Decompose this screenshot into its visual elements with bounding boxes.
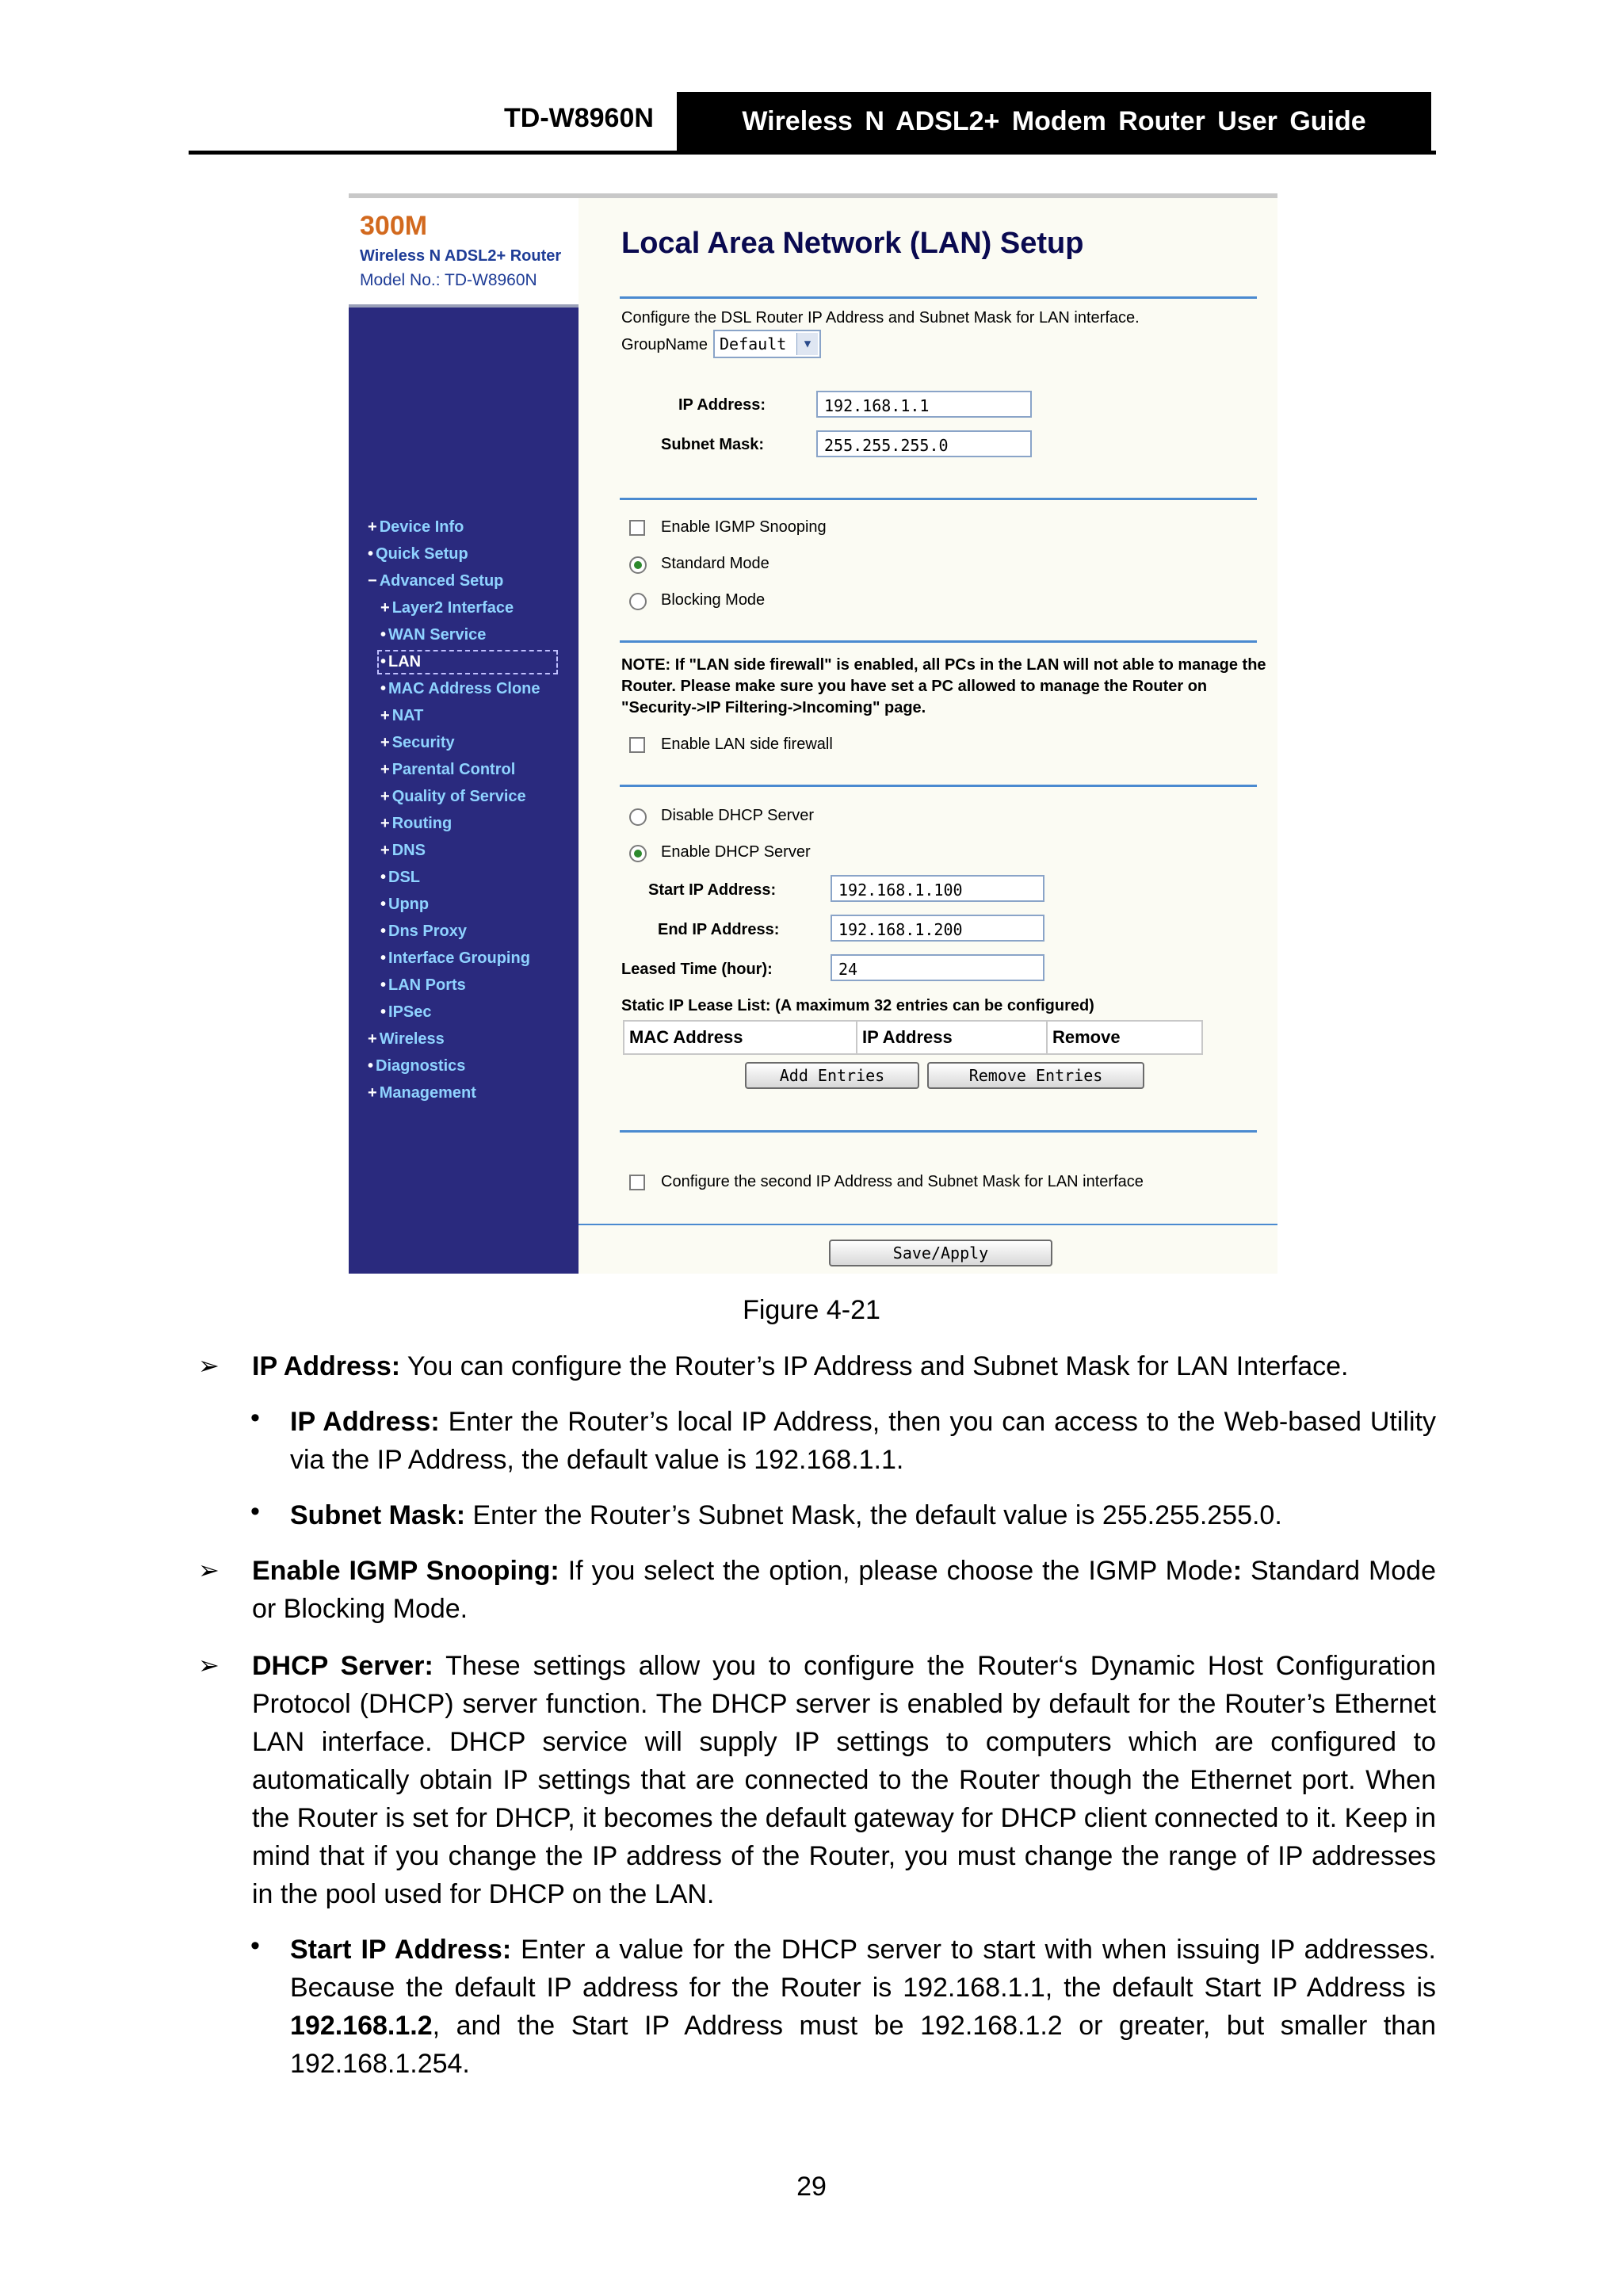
- brand-product: Wireless N ADSL2+ Router: [360, 247, 562, 265]
- menu-bullet: •: [380, 869, 387, 886]
- bullet-dot: •: [250, 1496, 260, 1526]
- menu-bullet: −: [368, 572, 377, 590]
- sidebar-item-upnp[interactable]: [380, 896, 429, 914]
- table-header-remove: Remove: [1052, 1027, 1121, 1047]
- firewall-note: NOTE: If "LAN side firewall" is enabled, all PCs in the LAN will not able to manage the Router. Please make sure you have set a PC allowed to manage the Router on "Security->IP Filtering->Incoming" page.: [621, 656, 1266, 716]
- menu-bullet: •: [380, 976, 387, 994]
- menu-bullet: •: [380, 896, 387, 913]
- ip-sub-text: Enter the Router’s local IP Address, then you can access to the Web-based Utility via the IP Address, the default value is 192.168.1.1.: [290, 1407, 1436, 1475]
- subnet-mask-field[interactable]: 255.255.255.0: [816, 430, 1032, 457]
- sidebar-item-routing[interactable]: [380, 815, 452, 833]
- sidebar-item-layer2-interface[interactable]: [380, 599, 514, 617]
- menu-bullet: +: [380, 734, 390, 751]
- subnet-heading: Subnet Mask:: [290, 1500, 466, 1530]
- brand-series: 300M: [360, 211, 428, 241]
- page-title: Local Area Network (LAN) Setup: [621, 227, 1084, 260]
- sidebar-item-label: Layer2 Interface: [391, 599, 514, 617]
- sidebar-item-label: DSL: [388, 869, 421, 886]
- sidebar-item-label: Upnp: [388, 896, 430, 913]
- menu-bullet: +: [368, 518, 377, 536]
- group-name-label: GroupName: [621, 336, 708, 353]
- lan-firewall-checkbox[interactable]: [629, 737, 645, 753]
- end-ip-label: End IP Address:: [658, 921, 780, 938]
- sidebar: [349, 198, 579, 1274]
- enable-dhcp-label: Enable DHCP Server: [661, 843, 811, 861]
- arrow-bullet: ➢: [198, 1651, 220, 1679]
- ip-address-field[interactable]: 192.168.1.1: [816, 391, 1032, 418]
- igmp-snooping-label: Enable IGMP Snooping: [661, 518, 827, 536]
- sidebar-item-management[interactable]: [368, 1084, 476, 1102]
- standard-mode-radio[interactable]: [629, 556, 647, 574]
- blocking-mode-label: Blocking Mode: [661, 591, 766, 609]
- standard-mode-label: Standard Mode: [661, 555, 769, 572]
- sidebar-item-label: Diagnostics: [376, 1057, 466, 1075]
- start-ip-bold: 192.168.1.2: [290, 2011, 433, 2041]
- ip-address-label: IP Address:: [678, 396, 766, 414]
- sidebar-item-parental-control[interactable]: [380, 761, 515, 779]
- sidebar-item-dns-proxy[interactable]: [380, 923, 467, 941]
- add-entries-button[interactable]: Add Entries: [745, 1062, 919, 1089]
- static-lease-table: [623, 1020, 1203, 1055]
- save-apply-button[interactable]: Save/Apply: [829, 1240, 1052, 1266]
- sidebar-item-mac-address-clone[interactable]: [380, 680, 540, 698]
- static-lease-label: Static IP Lease List: (A maximum 32 entries can be configured): [621, 997, 1094, 1014]
- table-header-mac: MAC Address: [624, 1022, 857, 1053]
- lan-intro-text: Configure the DSL Router IP Address and Subnet Mask for LAN interface.: [621, 309, 1140, 327]
- sidebar-item-label: LAN Ports: [388, 976, 466, 994]
- group-name-value: Default: [720, 334, 787, 353]
- menu-bullet: +: [380, 788, 390, 805]
- brand-panel: [349, 198, 579, 308]
- menu-bullet: •: [380, 653, 387, 670]
- menu-bullet: •: [368, 1057, 374, 1075]
- dhcp-paragraph: [252, 1647, 1436, 1913]
- router-screenshot: [349, 193, 1277, 1274]
- sidebar-item-security[interactable]: [380, 734, 455, 752]
- start-ip-text-1: Enter a value for the DHCP server to start with when issuing IP addresses. Because the default IP address for the Router is 192.168.1.1, the default Start IP Address is: [290, 1935, 1436, 2003]
- ip-address-paragraph: [252, 1347, 1436, 1385]
- sidebar-item-lan[interactable]: [380, 653, 555, 671]
- igmp-heading: Enable IGMP Snooping:: [252, 1556, 559, 1586]
- sidebar-item-label: IPSec: [388, 1003, 432, 1021]
- sidebar-item-diagnostics[interactable]: [368, 1057, 465, 1075]
- divider: [620, 296, 1257, 299]
- blocking-mode-radio[interactable]: [629, 593, 647, 610]
- figure-caption: Figure 4-21: [743, 1295, 880, 1325]
- disable-dhcp-radio[interactable]: [629, 808, 647, 826]
- sidebar-item-label: Routing: [391, 815, 453, 832]
- ip-sub-heading: IP Address:: [290, 1407, 440, 1437]
- arrow-bullet: ➢: [198, 1351, 220, 1380]
- menu-bullet: •: [380, 626, 387, 644]
- menu-bullet: +: [368, 1030, 377, 1048]
- sidebar-item-label: Interface Grouping: [388, 949, 530, 967]
- sidebar-item-wireless[interactable]: [368, 1030, 445, 1049]
- sidebar-item-lan-ports[interactable]: [380, 976, 466, 995]
- sidebar-item-device-info[interactable]: [368, 518, 464, 537]
- bullet-dot: •: [250, 1403, 260, 1433]
- menu-bullet: •: [380, 949, 387, 967]
- sidebar-item-ipsec[interactable]: [380, 1003, 432, 1022]
- chevron-down-icon[interactable]: ▼: [796, 333, 818, 355]
- second-ip-label: Configure the second IP Address and Subnet Mask for LAN interface: [661, 1173, 1144, 1190]
- header-guide-title: Wireless N ADSL2+ Modem Router User Guide: [677, 92, 1431, 151]
- remove-entries-button[interactable]: Remove Entries: [927, 1062, 1144, 1089]
- bullet-dot: •: [250, 1931, 260, 1961]
- start-ip-paragraph: [290, 1931, 1436, 2083]
- sidebar-item-label: Device Info: [379, 518, 464, 536]
- menu-bullet: •: [380, 923, 387, 940]
- divider: [620, 1130, 1257, 1133]
- end-ip-field[interactable]: 192.168.1.200: [831, 915, 1044, 942]
- lan-setup-panel: [579, 198, 1277, 1274]
- sidebar-item-dsl[interactable]: [380, 869, 420, 887]
- arrow-bullet: ➢: [198, 1556, 220, 1584]
- brand-model-label: Model No.:: [360, 271, 441, 289]
- divider: [620, 785, 1257, 787]
- disable-dhcp-label: Disable DHCP Server: [661, 807, 815, 824]
- sidebar-item-dns[interactable]: [380, 842, 426, 860]
- sidebar-item-quality-of-service[interactable]: [380, 788, 526, 806]
- ip-address-heading: IP Address:: [252, 1351, 401, 1381]
- enable-dhcp-radio[interactable]: [629, 845, 647, 862]
- sidebar-item-label: Wireless: [379, 1030, 445, 1048]
- divider: [620, 640, 1257, 643]
- menu-bullet: +: [368, 1084, 377, 1102]
- leased-time-label: Leased Time (hour):: [621, 961, 773, 978]
- ip-address-text: You can configure the Router’s IP Address and Subnet Mask for LAN Interface.: [400, 1351, 1349, 1381]
- sidebar-item-label: Advanced Setup: [379, 572, 504, 590]
- ip-sub-paragraph: [290, 1403, 1436, 1479]
- page-number: 29: [796, 2172, 827, 2202]
- sidebar-item-label: Security: [391, 734, 455, 751]
- sidebar-item-interface-grouping[interactable]: [380, 949, 530, 968]
- sidebar-item-label: DNS: [391, 842, 426, 859]
- header-rule: [189, 151, 1436, 155]
- start-ip-label: Start IP Address:: [648, 881, 777, 899]
- igmp-paragraph: [252, 1552, 1436, 1628]
- menu-bullet: +: [380, 815, 390, 832]
- start-ip-text-2: , and the Start IP Address must be 192.168.1.2 or greater, but smaller than 192.168.1.254.: [290, 2011, 1436, 2079]
- dhcp-heading: DHCP Server:: [252, 1651, 433, 1681]
- brand-model: [360, 271, 537, 290]
- sidebar-item-label: Quality of Service: [391, 788, 526, 805]
- group-name-select[interactable]: [713, 330, 821, 358]
- sidebar-item-advanced-setup[interactable]: [368, 572, 503, 590]
- start-ip-field[interactable]: 192.168.1.100: [831, 875, 1044, 902]
- sidebar-item-label: Management: [379, 1084, 476, 1102]
- sidebar-item-label: MAC Address Clone: [388, 680, 540, 697]
- menu-bullet: +: [380, 761, 390, 778]
- subnet-mask-label: Subnet Mask:: [661, 436, 765, 453]
- menu-bullet: •: [380, 680, 387, 697]
- subnet-text: Enter the Router’s Subnet Mask, the default value is 255.255.255.0.: [465, 1500, 1282, 1530]
- sidebar-item-label: LAN: [388, 653, 422, 670]
- sidebar-item-quick-setup[interactable]: [368, 545, 468, 563]
- start-ip-heading: Start IP Address:: [290, 1935, 512, 1965]
- menu-bullet: +: [380, 842, 390, 859]
- sidebar-item-nat[interactable]: [380, 707, 423, 725]
- menu-bullet: +: [380, 707, 390, 724]
- dhcp-text: These settings allow you to configure the Router‘s Dynamic Host Configuration Protocol (DHCP) server function. The DHCP server is enabled by default for the Router’s Ethernet LAN interface. DHCP service will supply IP settings to computers which are configured to automatically obtain IP settings that are connected to the Router though the Ethernet port. When the Router is set for DHCP, it becomes the default gateway for DHCP client connected to it. Keep in mind that if you change the IP address of the Router, you must change the range of IP addresses in the pool used for DHCP on the LAN.: [252, 1651, 1436, 1909]
- igmp-colon: :: [1232, 1556, 1243, 1586]
- lan-firewall-label: Enable LAN side firewall: [661, 735, 833, 753]
- menu-bullet: •: [368, 545, 374, 563]
- brand-model-value: TD-W8960N: [445, 271, 537, 289]
- divider: [579, 1224, 1277, 1225]
- sidebar-item-label: NAT: [391, 707, 424, 724]
- divider: [620, 498, 1257, 500]
- table-header-ip: IP Address: [857, 1022, 1048, 1053]
- sidebar-item-label: WAN Service: [388, 626, 487, 644]
- sidebar-item-label: Parental Control: [391, 761, 516, 778]
- second-ip-checkbox[interactable]: [629, 1175, 645, 1190]
- menu-bullet: +: [380, 599, 390, 617]
- igmp-text-1: If you select the option, please choose the IGMP Mode: [559, 1556, 1233, 1586]
- sidebar-item-label: Quick Setup: [376, 545, 468, 563]
- subnet-paragraph: [290, 1496, 1436, 1534]
- header-model: TD-W8960N: [504, 103, 654, 133]
- leased-time-field[interactable]: 24: [831, 954, 1044, 981]
- menu-bullet: •: [380, 1003, 387, 1021]
- igmp-text-2: Standard Mode or Blocking Mode.: [252, 1556, 1437, 1624]
- sidebar-item-wan-service[interactable]: [380, 626, 486, 644]
- sidebar-item-label: Dns Proxy: [388, 923, 467, 940]
- igmp-snooping-checkbox[interactable]: [629, 520, 645, 536]
